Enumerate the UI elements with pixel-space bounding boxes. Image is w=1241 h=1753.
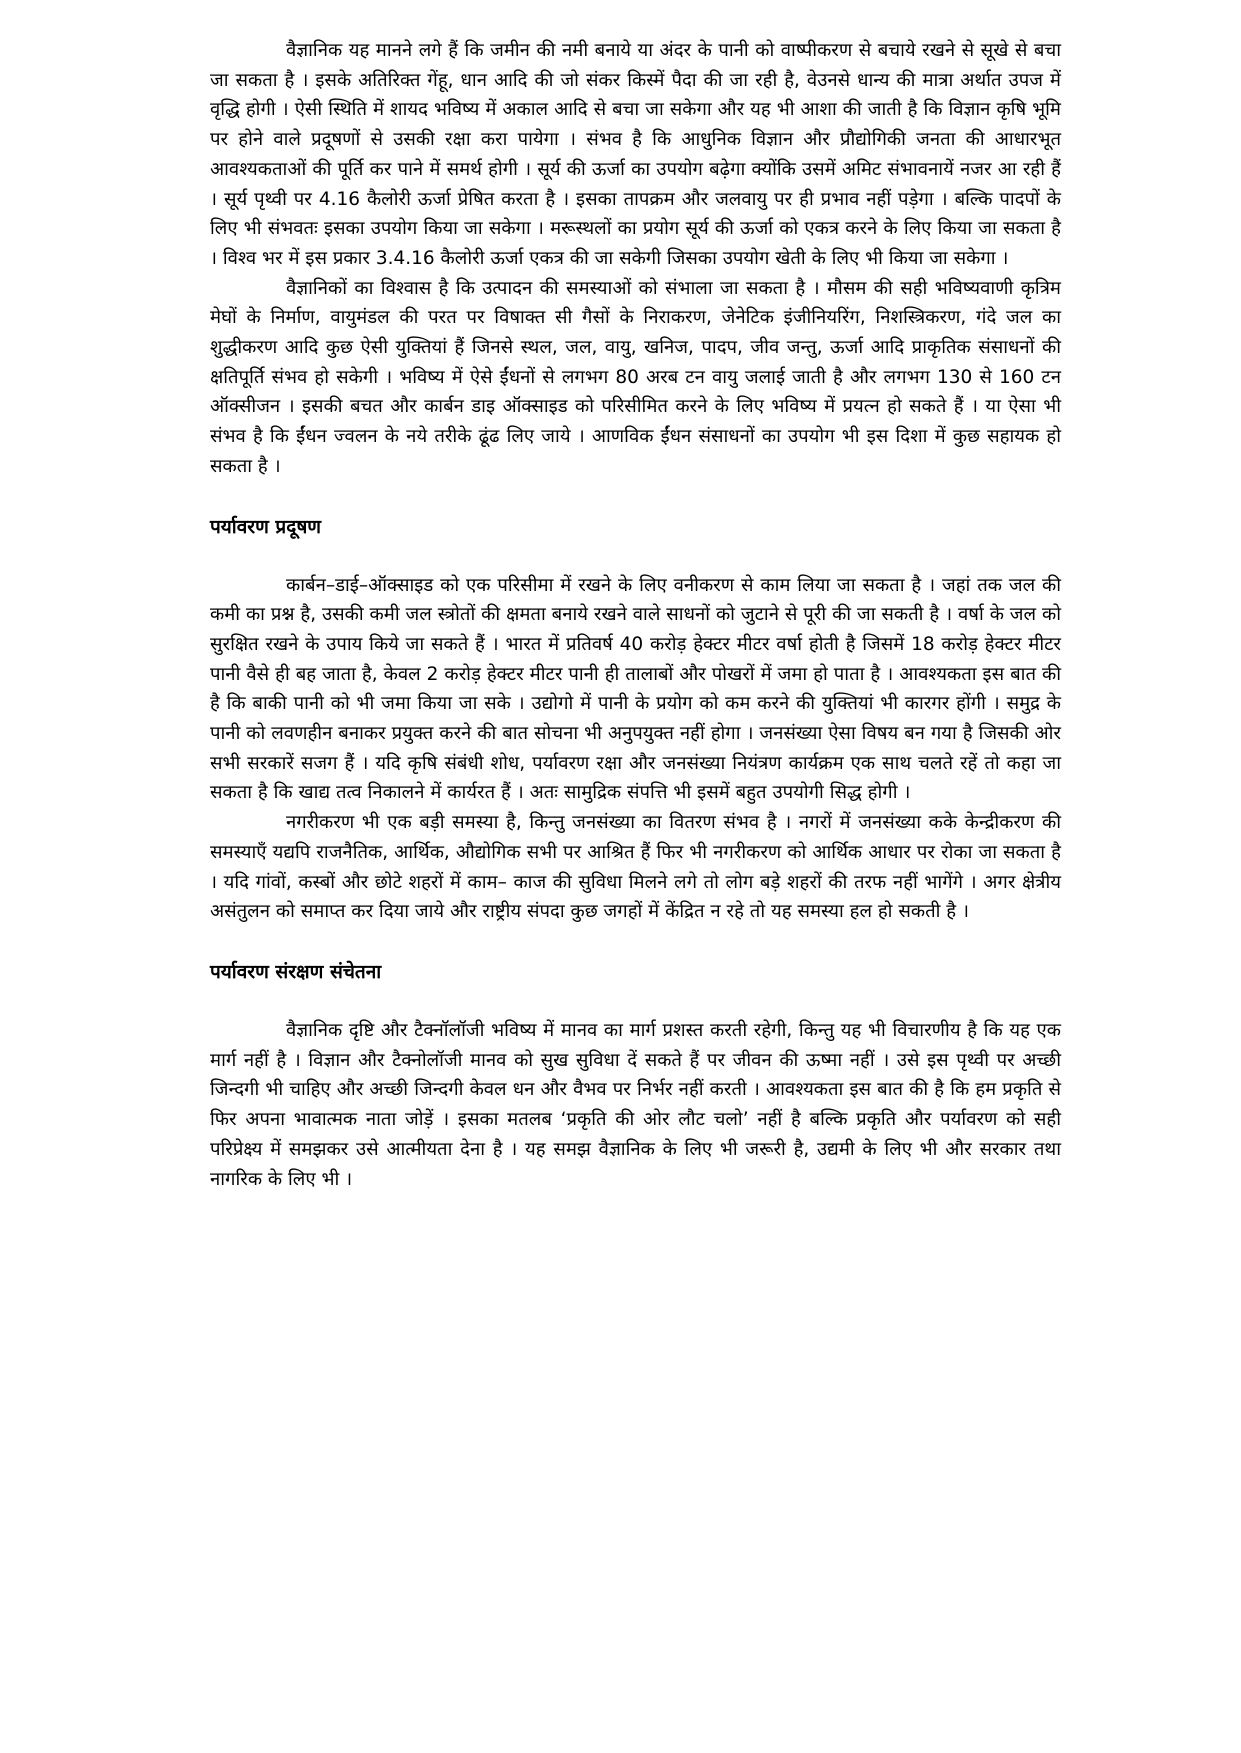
body-paragraph: वैज्ञानिक यह मानने लगे हैं कि जमीन की नमी बनाये या अंदर के पानी को वाष्पीकरण से बचाये रखने से सूखे से बचा जा सकता है । इसके अतिरिक्त गेंहू, धान आदि की जो संकर किस्में पैदा की जा रही है, वेउनसे धान्य की मात्रा अर्थात उपज में वृद्धि होगी । ऐसी स्थिति में शायद भविष्य में अकाल आदि से बचा जा सकेगा और यह भी आशा की जाती है कि विज्ञान कृषि भूमि पर होने वाले प्रदूषणों से उसकी रक्षा करा पायेगा । संभव है कि आधुनिक विज्ञान और प्रौद्योगिकी जनता की आधारभूत आवश्यकताओं की पूर्ति कर पाने में समर्थ होगी । सूर्य की ऊर्जा का उपयोग बढ़ेगा क्योंकि उसमें अमिट संभावनायें नजर आ रही हैं । सूर्य पृथ्वी पर 4.16 कैलोरी ऊर्जा प्रेषित करता है । इसका तापक्रम और जलवायु पर ही प्रभाव नहीं पड़ेगा । बल्कि पादपों के लिए भी संभवतः इसका उपयोग किया जा सकेगा । मरूस्थलों का प्रयोग सूर्य की ऊर्जा को एकत्र करने के लिए किया जा सकता है । विश्व भर में इस प्रकार 3.4.16 कैलोरी ऊर्जा एकत्र की जा सकेगी जिसका उपयोग खेती के लिए भी किया जा सकेगा । xyxy=(210,40,1061,269)
body-paragraph: नगरीकरण भी एक बड़ी समस्या है, किन्तु जनसंख्या का वितरण संभव है । नगरों में जनसंख्या कके केन्द्रीकरण की समस्याएँ यद्यपि राजनैतिक, आर्थिक, औद्योगिक सभी पर आश्रित हैं फिर भी नगरीकरण को आर्थिक आधार पर रोका जा सकता है । यदि गांवों, कस्बों और छोटे शहरों में काम– काज की सुविधा मिलने लगे तो लोग बड़े शहरों की तरफ नहीं भागेंगे । अगर क्षेत्रीय असंतुलन को समाप्त कर दिया जाये और राष्ट्रीय संपदा कुछ जगहों में केंद्रित न रहे तो यह समस्या हल हो सकती है । xyxy=(210,812,1061,923)
document-page xyxy=(210,36,1061,1194)
body-paragraph: वैज्ञानिकों का विश्वास है कि उत्पादन की समस्याओं को संभाला जा सकता है । मौसम की सही भविष्यवाणी कृत्रिम मेघों के निर्माण, वायुमंडल की परत पर विषाक्त सी गैसों के निराकरण, जेनेटिक इंजीनियरिंग, निशस्त्रिकरण, गंदे जल का शुद्धीकरण आदि कुछ ऐसी युक्तियां हैं जिनसे स्थल, जल, वायु, खनिज, पादप, जीव जन्तु, ऊर्जा आदि प्राकृतिक संसाधनों की क्षतिपूर्ति संभव हो सकेगी । भविष्य में ऐसे ईंधनों से लगभग 80 अरब टन वायु जलाई जाती है और लगभग 130 से 160 टन ऑक्सीजन । इसकी बचत और कार्बन डाइ ऑक्साइड को परिसीमित करने के लिए भविष्य में प्रयत्न हो सकते हैं । या ऐसा भी संभव है कि ईंधन ज्वलन के नये तरीके ढूंढ लिए जाये । आणविक ईंधन संसाधनों का उपयोग भी इस दिशा में कुछ सहायक हो सकता है । xyxy=(210,277,1061,477)
section-heading: पर्यावरण प्रदूषण xyxy=(210,515,322,538)
body-paragraph: कार्बन–डाई–ऑक्साइड को एक परिसीमा में रखने के लिए वनीकरण से काम लिया जा सकता है । जहां तक जल की कमी का प्रश्न है, उसकी कमी जल स्त्रोतों की क्षमता बनाये रखने वाले साधनों को जुटाने से पूरी की जा सकती है । वर्षा के जल को सुरक्षित रखने के उपाय किये जा सकते हैं । भारत में प्रतिवर्ष 40 करोड़ हेक्टर मीटर वर्षा होती है जिसमें 18 करोड़ हेक्टर मीटर पानी वैसे ही बह जाता है, केवल 2 करोड़ हेक्टर मीटर पानी ही तालाबों और पोखरों में जमा हो पाता है । आवश्यकता इस बात की है कि बाकी पानी को भी जमा किया जा सके । उद्योगो में पानी के प्रयोग को कम करने की युक्तियां भी कारगर होंगी । समुद्र के पानी को लवणहीन बनाकर प्रयुक्त करने की बात सोचना भी अनुपयुक्त नहीं होगा । जनसंख्या ऐसा विषय बन गया है जिसकी ओर सभी सरकारें सजग हैं । यदि कृषि संबंधी शोध, पर्यावरण रक्षा और जनसंख्या नियंत्रण कार्यक्रम एक साथ चलते रहें तो कहा जा सकता है कि खाद्य तत्व निकालने में कार्यरत हैं । अतः सामुद्रिक संपत्ति भी इसमें बहुत उपयोगी सिद्ध होगी । xyxy=(210,574,1061,804)
section-heading: पर्यावरण संरक्षण संचेतना xyxy=(210,960,382,983)
body-paragraph: वैज्ञानिक दृष्टि और टैक्नॉलॉजी भविष्य में मानव का मार्ग प्रशस्त करती रहेगी, किन्तु यह भी विचारणीय है कि यह एक मार्ग नहीं है । विज्ञान और टैक्नोलॉजी मानव को सुख सुविधा दें सकते हैं पर जीवन की ऊष्मा नहीं । उसे इस पृथ्वी पर अच्छी जिन्दगी भी चाहिए और अच्छी जिन्दगी केवल धन और वैभव पर निर्भर नहीं करती । आवश्यकता इस बात की है कि हम प्रकृति से फिर अपना भावात्मक नाता जोड़ें । इसका मतलब ‘प्रकृति की ओर लौट चलो’ नहीं है बल्कि प्रकृति और पर्यावरण को सही परिप्रेक्ष्य में समझकर उसे आत्मीयता देना है । यह समझ वैज्ञानिक के लिए भी जरूरी है, उद्यमी के लिए भी और सरकार तथा नागरिक के लिए भी । xyxy=(210,1019,1061,1190)
